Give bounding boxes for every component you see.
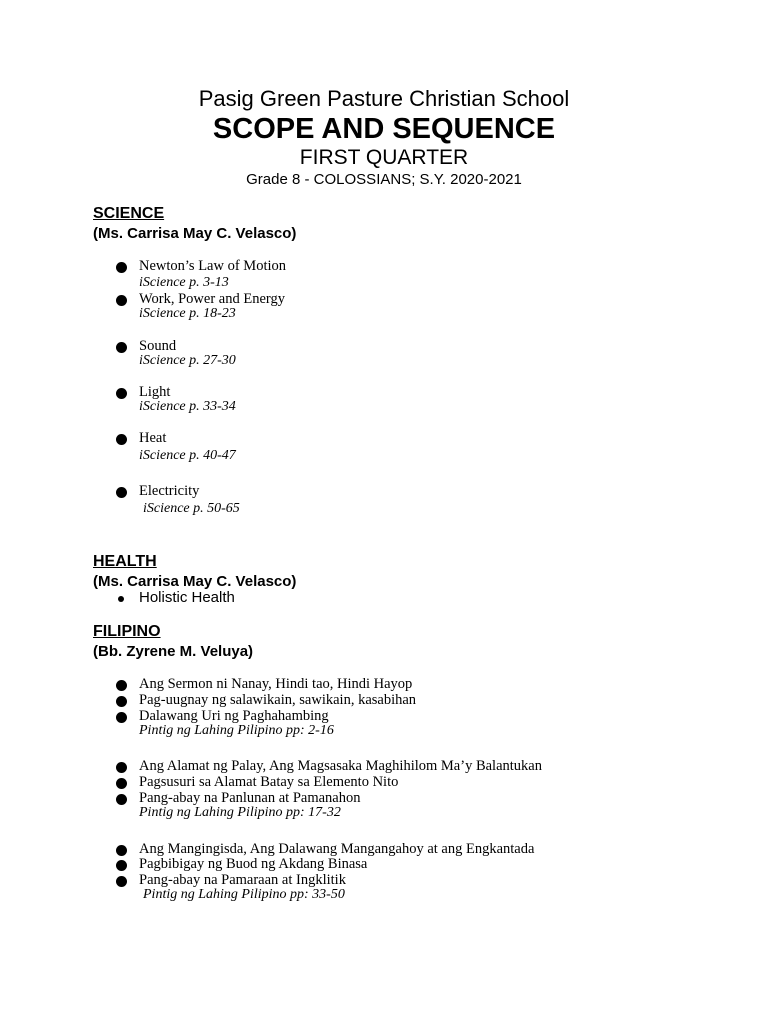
quarter-label: FIRST QUARTER [299,146,469,169]
bullet-icon [116,680,127,691]
book-reference: iScience p. 50-65 [143,501,240,516]
bullet-icon [116,487,127,498]
bullet-icon [116,794,127,805]
list-item: Light [139,384,171,400]
science-teacher: (Ms. Carrisa May C. Velasco) [93,225,297,242]
bullet-icon [116,696,127,707]
list-item: Pang-abay na Pamaraan at Ingklitik [139,872,346,888]
book-reference: Pintig ng Lahing Pilipino pp: 17-32 [139,805,341,820]
book-reference: iScience p. 40-47 [139,448,236,463]
bullet-icon [116,876,127,887]
book-reference: iScience p. 3-13 [139,275,229,290]
filipino-heading: FILIPINO [93,623,161,640]
list-item: Dalawang Uri ng Paghahambing [139,708,329,724]
grade-line: Grade 8 - COLOSSIANS; S.Y. 2020-2021 [246,171,522,188]
book-reference: iScience p. 27-30 [139,353,236,368]
list-item: Ang Sermon ni Nanay, Hindi tao, Hindi Hayop [139,676,413,692]
bullet-icon [116,342,127,353]
book-reference: iScience p. 33-34 [139,399,236,414]
book-reference: iScience p. 18-23 [139,306,236,321]
book-reference: Pintig ng Lahing Pilipino pp: 33-50 [143,887,345,902]
health-teacher: (Ms. Carrisa May C. Velasco) [93,573,297,590]
list-item: Pagsusuri sa Alamat Batay sa Elemento Nito [139,774,399,790]
bullet-icon [116,295,127,306]
school-name: Pasig Green Pasture Christian School [198,86,570,111]
health-heading: HEALTH [93,553,157,570]
bullet-icon [116,388,127,399]
list-item: Work, Power and Energy [139,291,285,307]
list-item: Pagbibigay ng Buod ng Akdang Binasa [139,856,368,872]
list-item: Sound [139,338,177,354]
bullet-icon [116,434,127,445]
list-item: Holistic Health [139,589,235,606]
bullet-icon [116,845,127,856]
bullet-icon [116,262,127,273]
list-item: Ang Alamat ng Palay, Ang Magsasaka Maghihilom Ma’y Balantukan [139,758,542,774]
filipino-teacher: (Bb. Zyrene M. Veluya) [93,643,254,660]
document-title: SCOPE AND SEQUENCE [212,113,556,145]
list-item: Newton’s Law of Motion [139,258,286,274]
bullet-icon [118,596,124,602]
list-item: Ang Mangingisda, Ang Dalawang Mangangahoy at ang Engkantada [139,841,535,857]
bullet-icon [116,712,127,723]
bullet-icon [116,860,127,871]
list-item: Electricity [139,483,200,499]
book-reference: Pintig ng Lahing Pilipino pp: 2-16 [139,723,334,738]
science-heading: SCIENCE [93,205,165,222]
list-item: Heat [139,430,167,446]
bullet-icon [116,778,127,789]
list-item: Pang-abay na Panlunan at Pamanahon [139,790,361,806]
bullet-icon [116,762,127,773]
list-item: Pag-uugnay ng salawikain, sawikain, kasabihan [139,692,417,708]
